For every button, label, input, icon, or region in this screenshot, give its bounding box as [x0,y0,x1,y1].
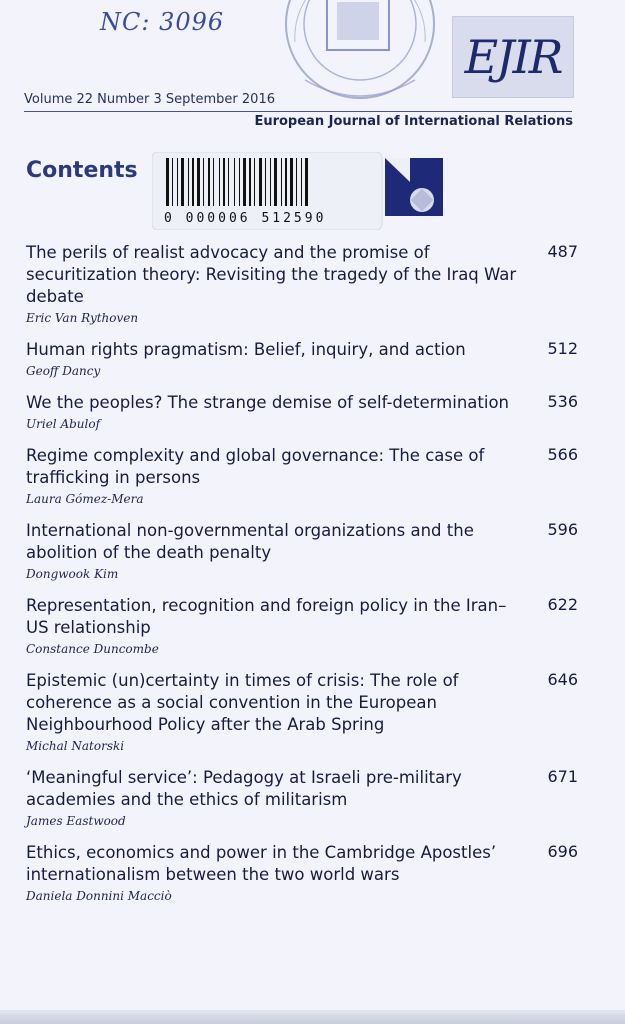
toc-entry [26,767,586,828]
barcode-bar [265,158,266,206]
article-page-number: 622 [547,595,578,614]
barcode-bar [290,158,293,206]
toc-entry [26,595,586,656]
article-page-number: 646 [547,670,578,689]
article-author: Dongwook Kim [26,567,119,581]
article-title: The perils of realist advocacy and the promise of securitization theory: Revisiting the tragedy of the Iraq War debate [26,243,517,306]
barcode-bar [259,158,262,206]
article-author: James Eastwood [26,814,126,828]
article-title: Regime complexity and global governance: The case of trafficking in persons [26,446,485,487]
table-of-contents [26,242,586,903]
toc-entry [26,392,586,431]
barcode-bar [208,158,210,206]
article-title: Ethics, economics and power in the Cambridge Apostles’ internationalism between the two world wars [26,843,497,884]
barcode [152,152,457,230]
article-author: Uriel Abulof [26,417,101,431]
barcode-bar [177,158,178,206]
barcode-bar [203,158,204,206]
contents-heading: Contents [26,158,138,183]
barcode-bar [243,158,246,206]
barcode-bar [166,158,169,206]
toc-entry [26,339,586,378]
barcode-bar [254,158,255,206]
barcode-bar [219,158,220,206]
barcode-bar [228,158,229,206]
barcode-bar [270,158,271,206]
barcode-bar [305,158,308,206]
barcode-bar [213,158,214,206]
toc-entry [26,842,586,903]
article-page-number: 512 [547,339,578,358]
ejir-logo-text: EJIR [464,30,562,84]
article-page-number: 671 [547,767,578,786]
article-title: Representation, recognition and foreign policy in the Iran–US relationship [26,596,507,637]
barcode-bar [281,158,282,206]
article-author: Geoff Dancy [26,364,101,378]
article-author: Constance Duncombe [26,642,159,656]
barcode-bar [285,158,287,206]
article-page-number: 596 [547,520,578,539]
barcode-emblem [385,158,443,216]
article-author: Eric Van Rythoven [26,311,139,325]
journal-name: European Journal of International Relations [254,114,573,129]
toc-entry [26,445,586,506]
ejir-logo [452,16,574,98]
article-title: International non-governmental organizations and the abolition of the death penalty [26,521,474,562]
barcode-bar [181,158,184,206]
article-page-number: 536 [547,392,578,411]
barcode-bar [296,158,297,206]
barcode-digits: 0 000006 512590 [164,211,327,226]
barcode-bar [223,158,225,206]
barcode-sticker [152,152,457,230]
barcode-bar [192,158,194,206]
page-bottom-edge [0,1010,625,1024]
toc-entry [26,242,586,325]
toc-entry [26,670,586,753]
article-title: Human rights pragmatism: Belief, inquiry, and action [26,340,466,359]
article-author: Daniela Donnini Macciò [26,889,172,903]
article-author: Michal Natorski [26,739,125,753]
barcode-bar [301,158,302,206]
handwritten-call-number: NC: 3096 [100,8,225,36]
article-page-number: 487 [547,242,578,261]
library-stamp [275,0,445,112]
volume-issue-line: Volume 22 Number 3 September 2016 [24,92,275,107]
barcode-bar [197,158,200,206]
barcode-bar [234,158,235,206]
article-page-number: 566 [547,445,578,464]
barcode-bar [274,158,277,206]
article-page-number: 696 [547,842,578,861]
article-title: We the peoples? The strange demise of self-determination [26,393,510,412]
barcode-bar [249,158,251,206]
header-rule [24,111,572,112]
article-title: ‘Meaningful service’: Pedagogy at Israeli pre-military academies and the ethics of militarism [26,768,462,809]
barcode-bar [188,158,189,206]
article-author: Laura Gómez-Mera [26,492,144,506]
article-title: Epistemic (un)certainty in times of crisis: The role of coherence as a social convention in the European Neighbourhood Policy after the Arab Spring [26,671,459,734]
barcode-bar [239,158,240,206]
toc-entry [26,520,586,581]
barcode-bar [172,158,173,206]
